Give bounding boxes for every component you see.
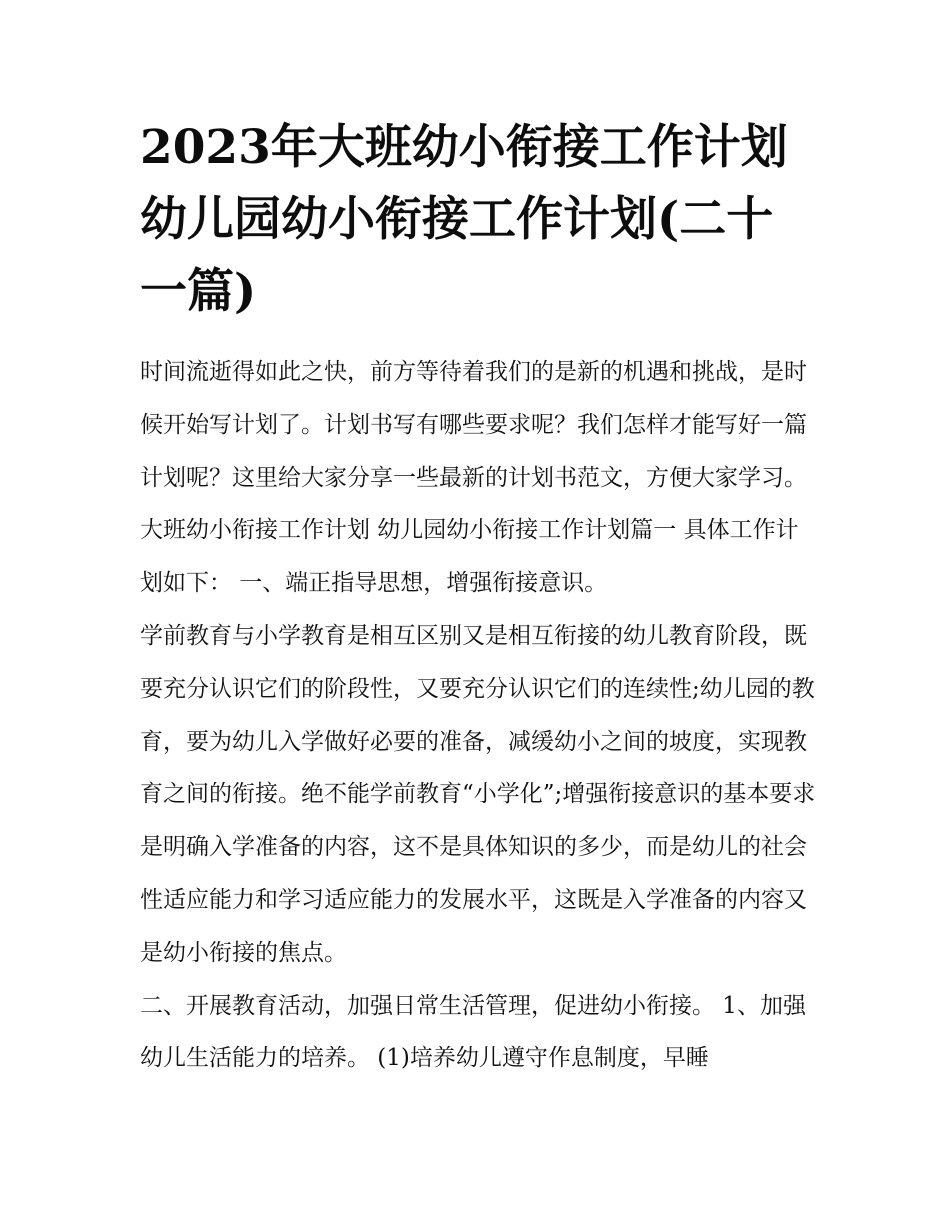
paragraph-body: 学前教育与小学教育是相互区别又是相互衔接的幼儿教育阶段，既要充分认识它们的阶段性，又要充分认识它们的连续性;幼儿园的教育，要为幼儿入学做好必要的准备，减缓幼小之间的坡度，实现教育之间的衔接。绝不能学前教育“小学化”;增强衔接意识的基本要求是明确入学准备的内容，这不是具体知识的多少，而是幼儿的社会性适应能力和学习适应能力的发展水平，这既是入学准备的内容又是幼小衔接的焦点。 [140, 622, 816, 966]
paragraph-activities: 二、开展教育活动，加强日常生活管理，促进幼小衔接。 1、加强幼儿生活能力的培养。 (1)培养幼儿遵守作息制度，早睡 [140, 992, 806, 1072]
document-body [140, 346, 820, 1085]
paragraph-section-heading: 大班幼小衔接工作计划 幼儿园幼小衔接工作计划篇一 具体工作计划如下： 一、端正指导思想，增强衔接意识。 [140, 517, 799, 597]
document-page [140, 112, 820, 1085]
paragraph-intro: 时间流逝得如此之快，前方等待着我们的是新的机遇和挑战，是时候开始写计划了。计划书写有哪些要求呢？我们怎样才能写好一篇计划呢？这里给大家分享一些最新的计划书范文，方便大家学习。 [140, 359, 807, 491]
document-title: 2023年大班幼小衔接工作计划 幼儿园幼小衔接工作计划(二十一篇) [140, 120, 788, 319]
